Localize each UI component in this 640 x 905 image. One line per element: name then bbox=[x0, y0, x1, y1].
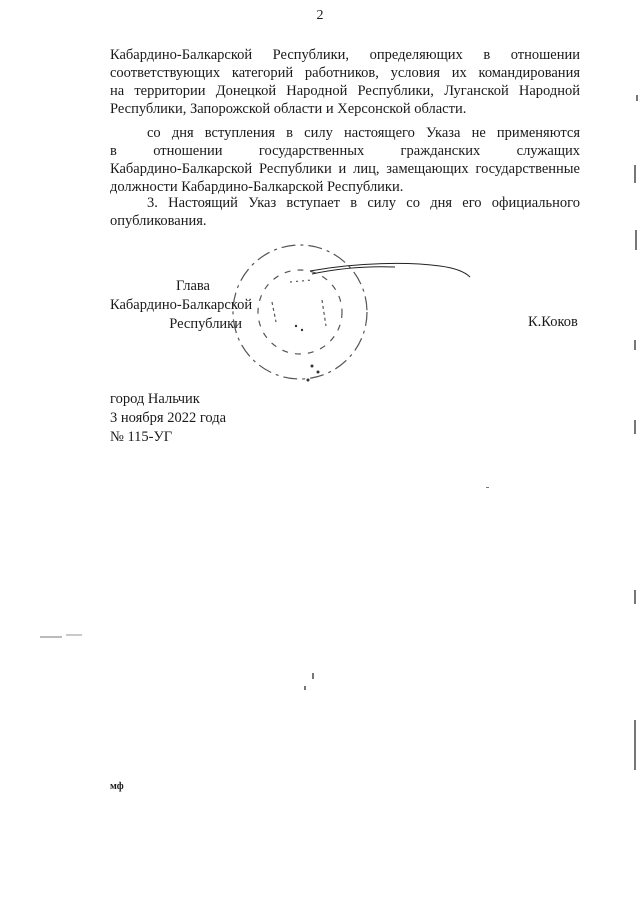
paragraph-1-line: Республики, Запорожской области и Херсонской области. bbox=[110, 101, 467, 117]
handwritten-signature bbox=[310, 263, 470, 277]
paragraph-2-line: со дня вступления в силу настоящего Указа не применяются bbox=[147, 125, 580, 141]
paragraph-1-line: соответствующих категорий работников, условия их командирования bbox=[110, 65, 580, 81]
page-number: 2 bbox=[316, 8, 324, 23]
seal-outer-ring bbox=[233, 245, 367, 379]
signatory-title-line: Кабардино-Балкарской bbox=[110, 297, 253, 313]
signatory-name: К.Коков bbox=[528, 314, 578, 330]
paragraph-3-line: 3. Настоящий Указ вступает в силу со дня его официального bbox=[147, 195, 580, 211]
paragraph-1-line: на территории Донецкой Народной Республики, Луганской Народной bbox=[110, 83, 580, 99]
place-date-block bbox=[110, 390, 226, 447]
signatory-title-line: Глава bbox=[175, 278, 210, 294]
decree-date: 3 ноября 2022 года bbox=[110, 410, 227, 426]
paragraph-3-line: опубликования. bbox=[110, 213, 207, 229]
paragraph-2-line: Кабардино-Балкарской Республики и лиц, замещающих государственные bbox=[110, 161, 580, 177]
paragraph-2-line: в отношении государственных гражданских служащих bbox=[110, 143, 580, 159]
paragraph-2-line: должности Кабардино-Балкарской Республики. bbox=[110, 179, 404, 195]
decree-number: № 115-УГ bbox=[110, 429, 173, 445]
seal-dots bbox=[295, 325, 320, 382]
seal-inner-ring bbox=[258, 270, 342, 354]
footer-initials: мф bbox=[110, 781, 124, 792]
paragraph-1-line: Кабардино-Балкарской Республики, определяющих в отношении bbox=[110, 47, 580, 63]
signatory-title-line: Республики bbox=[169, 316, 242, 332]
city: город Нальчик bbox=[110, 391, 200, 407]
